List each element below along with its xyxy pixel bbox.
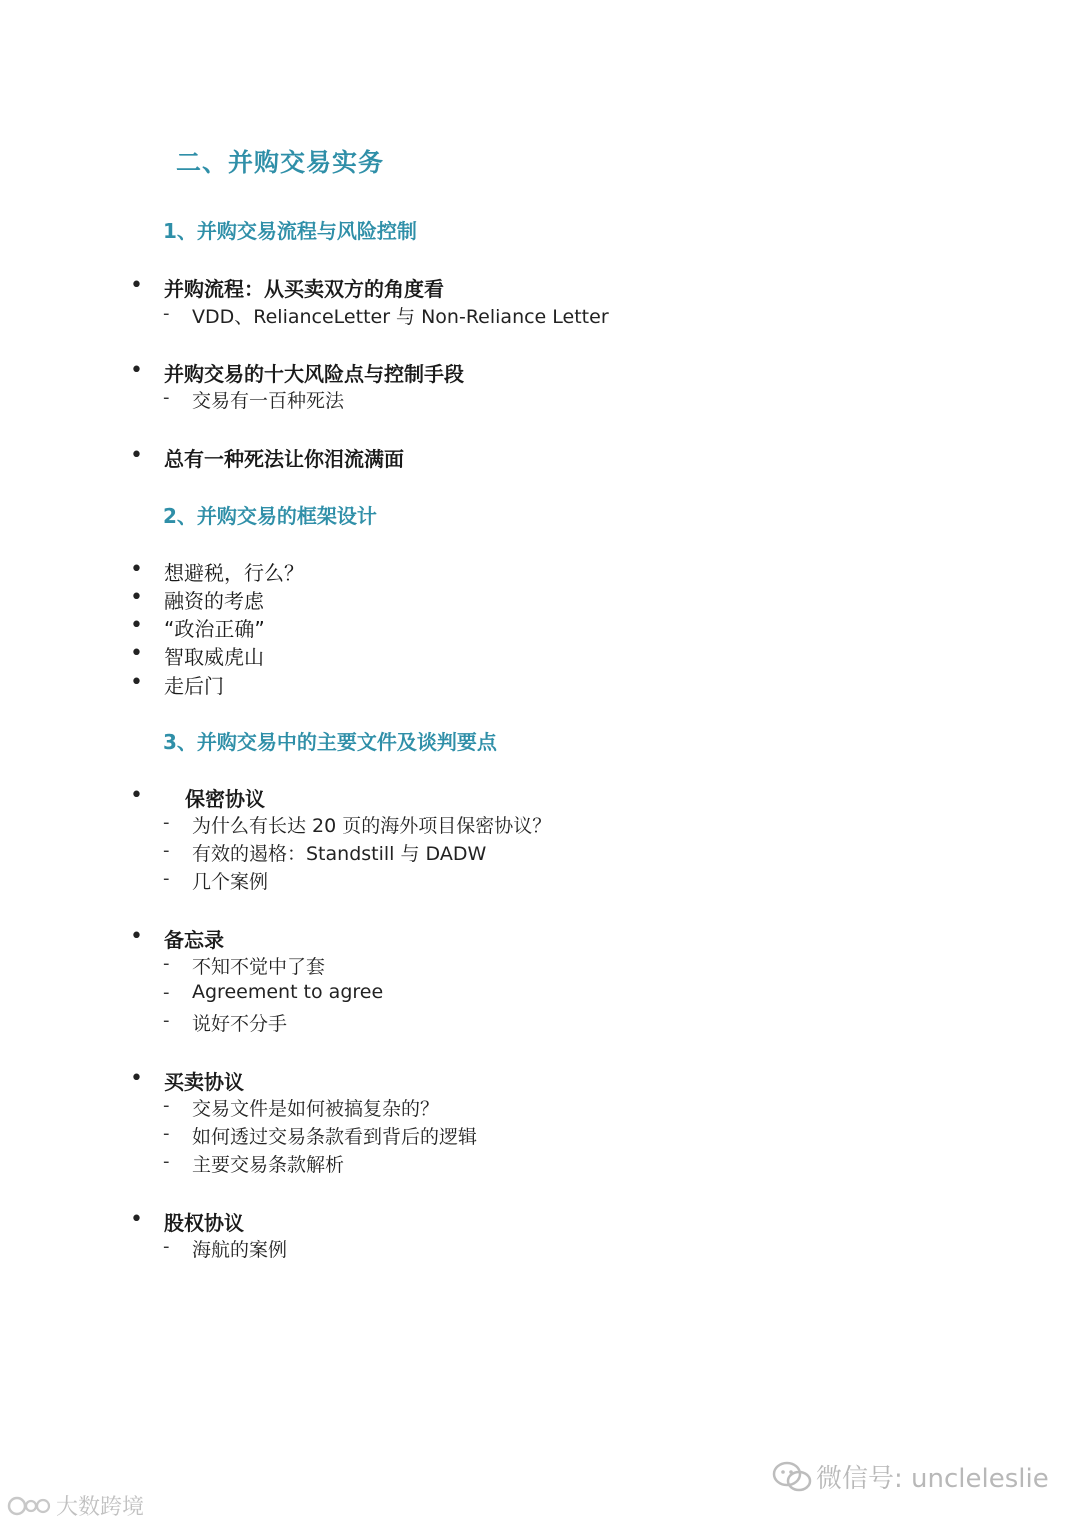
brand-watermark-text: 大数跨境 (56, 1495, 145, 1520)
sub-item: Agreement to agree (192, 981, 384, 1003)
dash-marker: - (163, 303, 170, 324)
bullet-marker: • (130, 557, 143, 582)
bullet-item: 买卖协议 (164, 1070, 244, 1094)
bullet-item: 融资的考虑 (164, 589, 264, 613)
bullet-marker: • (130, 783, 143, 808)
dash-marker: - (163, 1236, 170, 1257)
bullet-marker: • (130, 1066, 143, 1091)
dash-marker: - (163, 387, 170, 408)
bullet-item: 走后门 (164, 674, 224, 698)
bullet-item: 保密协议 (185, 787, 265, 811)
sub-item: 为什么有长达 20 页的海外项目保密协议？ (192, 815, 552, 837)
page-heading: 二、并购交易实务 (176, 148, 385, 177)
dash-marker: - (163, 1151, 170, 1172)
bullet-item: 智取威虎山 (164, 645, 264, 669)
bullet-item: 并购流程：从买卖双方的角度看 (164, 277, 444, 301)
brand-watermark (6, 1490, 144, 1521)
bullet-item: 想避税，行么？ (164, 561, 304, 585)
section-2-title: 2、并购交易的框架设计 (163, 504, 377, 528)
sub-item: 交易文件是如何被搞复杂的？ (192, 1098, 440, 1120)
bullet-item: 总有一种死法让你泪流满面 (164, 447, 404, 471)
sub-item: 海航的案例 (192, 1239, 288, 1261)
section-3-title: 3、并购交易中的主要文件及谈判要点 (163, 730, 497, 754)
wechat-icon (772, 1460, 812, 1494)
wechat-watermark (772, 1458, 1049, 1495)
wechat-watermark-text: 微信号: uncleleslie (816, 1464, 1049, 1494)
bullet-item: “政治正确” (164, 617, 265, 641)
bullet-marker: • (130, 613, 143, 638)
dash-marker: - (163, 953, 170, 974)
bullet-marker: • (130, 1207, 143, 1232)
dash-marker: - (163, 868, 170, 889)
sub-item: VDD、RelianceLetter 与 Non-Reliance Letter (192, 306, 609, 328)
bullet-marker: • (130, 670, 143, 695)
bullet-marker: • (130, 641, 143, 666)
brand-logo-icon (6, 1493, 54, 1519)
sub-item: 说好不分手 (192, 1013, 288, 1035)
bullet-marker: • (130, 924, 143, 949)
bullet-item: 股权协议 (164, 1211, 244, 1235)
sub-item: 主要交易条款解析 (192, 1154, 345, 1176)
bullet-marker: • (130, 273, 143, 298)
dash-marker: - (163, 1010, 170, 1031)
sub-item: 交易有一百种死法 (192, 390, 345, 412)
dash-marker: - (163, 840, 170, 861)
bullet-marker: • (130, 443, 143, 468)
dash-marker: - (163, 1095, 170, 1116)
bullet-marker: • (130, 585, 143, 610)
bullet-item: 备忘录 (164, 928, 224, 952)
dash-marker: - (163, 812, 170, 833)
dash-marker: - (163, 982, 170, 1003)
sub-item: 不知不觉中了套 (192, 956, 326, 978)
section-1-title: 1、并购交易流程与风险控制 (163, 219, 417, 243)
sub-item: 如何透过交易条款看到背后的逻辑 (192, 1126, 478, 1148)
sub-item: 几个案例 (192, 871, 269, 893)
bullet-item: 并购交易的十大风险点与控制手段 (164, 362, 464, 386)
bullet-marker: • (130, 358, 143, 383)
dash-marker: - (163, 1123, 170, 1144)
sub-item: 有效的遏格：Standstill 与 DADW (192, 843, 487, 865)
